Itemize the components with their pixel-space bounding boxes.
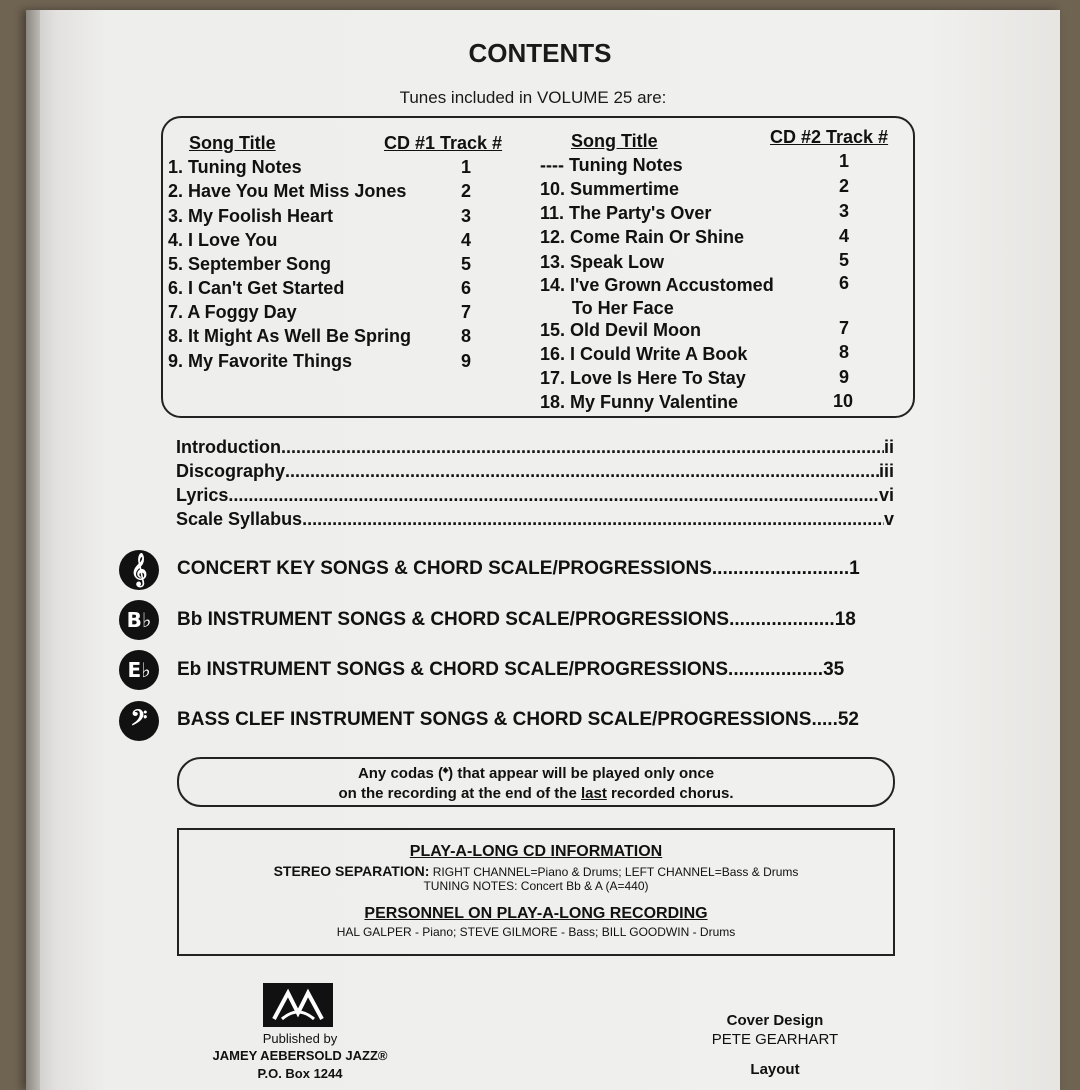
track-number: 5 — [839, 250, 850, 270]
page-subtitle: Tunes included in VOLUME 25 are: — [399, 88, 667, 107]
list-item: 16. I Could Write A Book — [540, 344, 748, 364]
track-number: 8 — [461, 326, 472, 346]
toc-label: Discography — [176, 461, 286, 481]
track-number: 1 — [461, 157, 472, 177]
list-item: 4. I Love You — [168, 230, 278, 250]
play-a-long-info-box — [177, 828, 895, 956]
list-item: ---- Tuning Notes — [540, 155, 683, 175]
toc-label: Lyrics — [176, 485, 229, 505]
track-number: 8 — [839, 342, 850, 362]
list-item: 3. My Foolish Heart — [168, 206, 334, 226]
cover-design-label: Cover Design — [726, 1012, 824, 1029]
section-eb-instrument[interactable] — [177, 659, 844, 681]
tuning-notes-line: TUNING NOTES: Concert Bb & A (A=440) — [423, 879, 649, 893]
coda-note-box — [177, 757, 895, 807]
track-number: 7 — [461, 302, 472, 322]
leader-dots: .......................... — [711, 558, 850, 579]
list-item: 18. My Funny Valentine — [540, 392, 739, 412]
published-by-label: Published by — [262, 1031, 338, 1046]
toc-introduction[interactable] — [176, 437, 894, 458]
list-item: 10. Summertime — [540, 179, 680, 199]
list-item: 14. I've Grown Accustomed — [540, 275, 774, 295]
leader-dots: ..... — [811, 709, 838, 730]
leader-dots — [285, 461, 879, 482]
publisher-logo — [263, 983, 333, 1027]
leader-dots — [302, 509, 884, 530]
track-number: 6 — [839, 273, 850, 293]
track-number: 6 — [461, 278, 472, 298]
track-number: 9 — [839, 367, 850, 387]
track-number: 2 — [461, 181, 472, 201]
track-number: 10 — [833, 391, 854, 411]
book-spine — [26, 10, 40, 1090]
section-concert-key[interactable] — [177, 558, 860, 580]
track-number: 3 — [839, 201, 850, 221]
list-item: 7. A Foggy Day — [168, 302, 297, 322]
cd1-track-header: CD #1 Track # — [384, 133, 503, 153]
cd2-track-header: CD #2 Track # — [770, 127, 889, 147]
list-item: 8. It Might As Well Be Spring — [168, 326, 412, 346]
cd1-title-header: Song Title — [189, 133, 276, 153]
track-number: 2 — [839, 176, 850, 196]
list-item: 12. Come Rain Or Shine — [540, 227, 745, 247]
list-item: 11. The Party's Over — [540, 203, 712, 223]
stereo-separation-line: STEREO SEPARATION: RIGHT CHANNEL=Piano & Drums; LEFT CHANNEL=Bass & Drums — [273, 863, 799, 879]
toc-discography[interactable] — [176, 461, 894, 482]
toc-scale-syllabus[interactable] — [176, 509, 894, 530]
leader-dots — [228, 485, 879, 506]
section-page: 1 — [849, 558, 860, 579]
track-number: 3 — [461, 206, 472, 226]
track-number: 9 — [461, 351, 472, 371]
leader-dots: .................... — [729, 609, 835, 630]
leader-dots: .................. — [728, 659, 824, 680]
treble-clef-icon: 𝄞 — [119, 550, 159, 590]
coda-icon: 𝄌 — [442, 764, 449, 782]
list-item: 17. Love Is Here To Stay — [540, 368, 746, 388]
cover-designer-name: PETE GEARHART — [711, 1031, 839, 1048]
track-number: 1 — [839, 151, 850, 171]
section-label: CONCERT KEY SONGS & CHORD SCALE/PROGRESSIONS — [177, 558, 712, 579]
page-title: CONTENTS — [468, 38, 612, 68]
section-label: BASS CLEF INSTRUMENT SONGS & CHORD SCALE/PROGRESSIONS — [177, 709, 812, 730]
coda-note-line-2: on the recording at the end of the last recorded chorus. — [338, 785, 734, 802]
layout-label: Layout — [750, 1061, 800, 1078]
section-page: 18 — [834, 609, 856, 630]
list-item-continuation: To Her Face — [572, 298, 674, 318]
bass-clef-icon: 𝄢 — [119, 701, 159, 741]
track-number: 5 — [461, 254, 472, 274]
toc-lyrics[interactable] — [176, 485, 894, 506]
leader-dots — [281, 437, 884, 458]
personnel-heading: PERSONNEL ON PLAY-A-LONG RECORDING — [364, 905, 708, 922]
list-item: 6. I Can't Get Started — [168, 278, 345, 298]
section-page: 35 — [823, 659, 845, 680]
play-a-long-heading: PLAY-A-LONG CD INFORMATION — [409, 843, 663, 860]
toc-page: vi — [878, 485, 894, 505]
toc-label: Scale Syllabus — [176, 509, 303, 529]
cd2-title-header: Song Title — [571, 131, 658, 151]
list-item: 1. Tuning Notes — [168, 157, 302, 177]
toc-page: ii — [883, 437, 894, 457]
track-number: 4 — [839, 226, 850, 246]
list-item: 2. Have You Met Miss Jones — [168, 181, 407, 201]
b-flat-icon: B♭ — [119, 600, 159, 640]
toc-label: Introduction — [176, 437, 281, 457]
publisher-address: P.O. Box 1244 — [257, 1066, 343, 1081]
section-label: Bb INSTRUMENT SONGS & CHORD SCALE/PROGRESSIONS — [177, 609, 730, 630]
track-number: 7 — [839, 318, 850, 338]
publisher-name: JAMEY AEBERSOLD JAZZ® — [212, 1048, 388, 1063]
toc-page: v — [883, 509, 894, 529]
list-item: 9. My Favorite Things — [168, 351, 353, 371]
list-item: 5. September Song — [168, 254, 332, 274]
section-bb-instrument[interactable] — [177, 609, 856, 631]
list-item: 15. Old Devil Moon — [540, 320, 702, 340]
section-label: Eb INSTRUMENT SONGS & CHORD SCALE/PROGRESSIONS — [177, 659, 729, 680]
section-bass-clef[interactable] — [177, 709, 859, 731]
e-flat-icon: E♭ — [119, 650, 159, 690]
coda-note-line-1: Any codas (𝄌) that appear will be played only once — [357, 764, 715, 782]
list-item: 13. Speak Low — [540, 252, 665, 272]
personnel-line: HAL GALPER - Piano; STEVE GILMORE - Bass; BILL GOODWIN - Drums — [336, 925, 736, 939]
section-page: 52 — [837, 709, 859, 730]
toc-page: iii — [878, 461, 894, 481]
track-number: 4 — [461, 230, 472, 250]
